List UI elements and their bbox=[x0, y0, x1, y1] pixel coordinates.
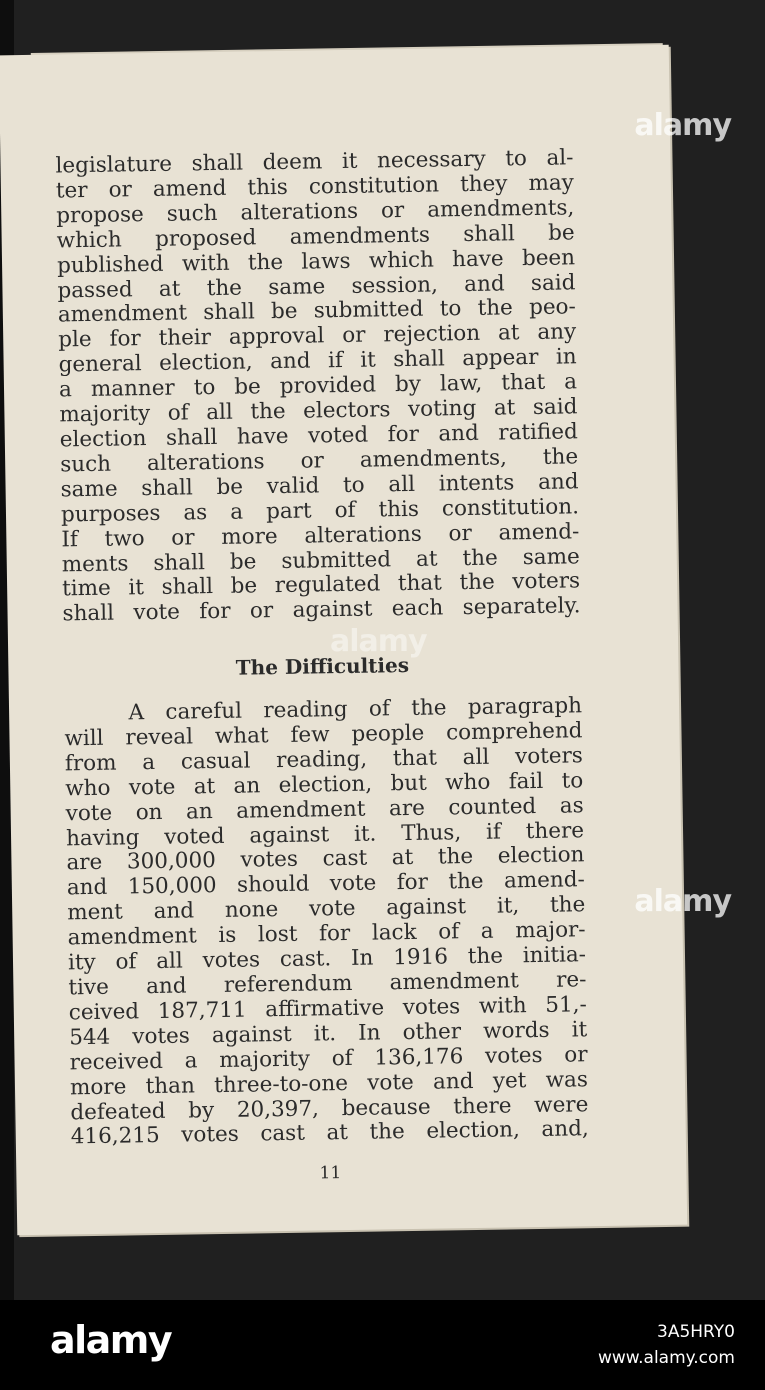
footer-logo: alamy bbox=[50, 1318, 172, 1362]
section-heading: The Difficulties bbox=[235, 652, 410, 680]
watermark-logo: alamy bbox=[330, 624, 427, 659]
footer-url: www.alamy.com bbox=[597, 1348, 735, 1368]
watermark-logo: alamy bbox=[634, 884, 731, 919]
paragraph-constitution-text: legislature shall deem it necessary to al- ter or amend this constitution they may propose such alterations or amendments, which proposed amendments shall be published with the laws which have been passed at the same session, and said amendment shall be submitted to the peo- ple for their approval or rejection at any general election, and if it shall appear in a manner to be provided by law, that a majority of all the electors voting at said election shall have voted for and ratified such alterations or amendments, the same shall be valid to all intents and purposes as a part of this constitution. If two or more alterations or amend- ments shall be submitted at the same time it shall be regulated that the voters shall vote for or against each separately. bbox=[55, 145, 581, 627]
paragraph-difficulties-text: A careful reading of the paragraph will reveal what few people comprehend from a casual reading, that all voters who vote at an election, but who fail to vote on an amendment are counted as having voted against it. Thus, if there are 300,000 votes cast at the election and 150,000 should vote for the amend- ment and none vote against it, the amendment is lost for lack of a major- ity of all votes cast. In 1916 the initia- tive and referendum amendment re- ceived 187,711 affirmative votes with 51,- 544 votes against it. In other words it received a majority of 136,176 votes or more than three-to-one vote and yet was defeated by 20,397, because there were 416,215 votes cast at the election, and, bbox=[63, 693, 589, 1150]
page-number: 11 bbox=[319, 1163, 342, 1184]
footer-image-id: 3A5HRY0 bbox=[657, 1322, 735, 1342]
watermark-logo: alamy bbox=[634, 108, 731, 143]
